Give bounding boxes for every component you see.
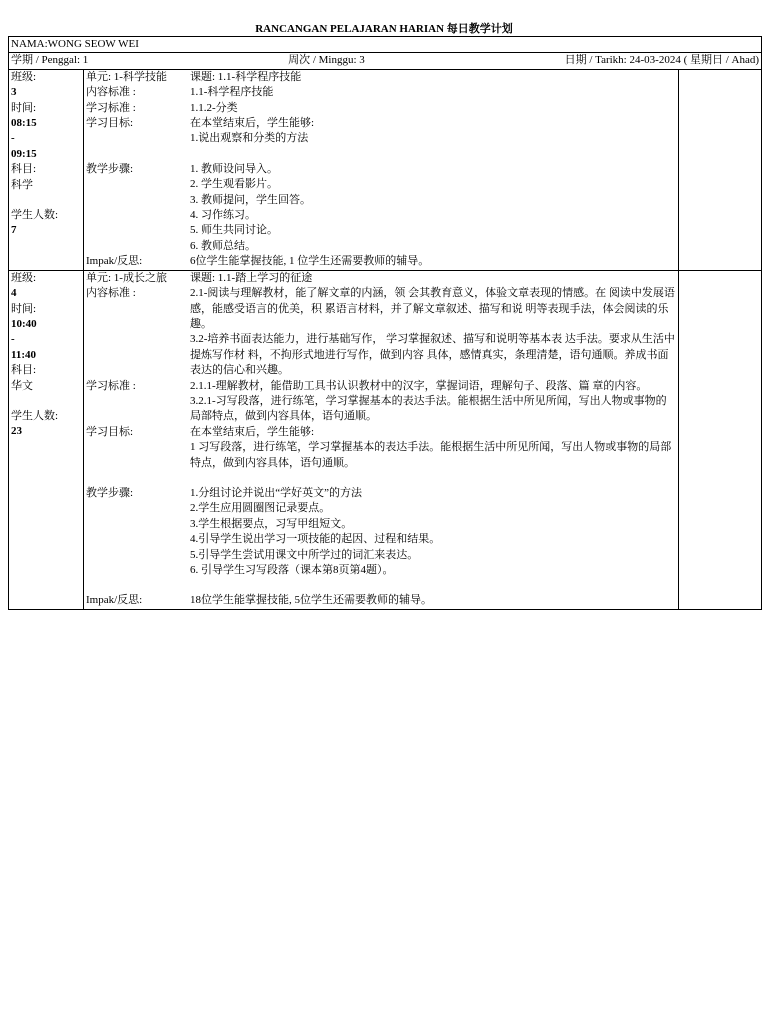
term-meta [11, 53, 759, 68]
subject-value: 华文 [11, 379, 33, 392]
time-start: 08:15 [11, 117, 37, 130]
students-label: 学生人数: [11, 209, 59, 222]
step-item: 6. 引导学生习写段落（课本第8页第4题）。 [190, 564, 394, 576]
step-item: 4.引导学生说出学习一项技能的起因、过程和结果。 [190, 533, 441, 546]
subject-label: 科目: [11, 163, 37, 176]
date: 日期 / Tarikh: 24-03-2024 ( 星期日 / Ahad) [564, 54, 760, 67]
objective-line: 1.说出观察和分类的方法 [190, 132, 309, 145]
impact-label: Impak/反思: [86, 255, 143, 268]
learning-text: 1.1.2-分类 [190, 101, 238, 114]
lesson-row [9, 270, 762, 609]
learning-label: 学习标准 : [86, 101, 136, 114]
remarks-cell [679, 270, 762, 609]
content-label: 内容标准 : [86, 86, 136, 99]
topic: 课题: 1.1-科学程序技能 [190, 70, 302, 83]
subject-label: 科目: [11, 364, 37, 377]
learning-label: 学习标准 : [86, 379, 136, 392]
class-label: 班级: [11, 70, 37, 83]
step-item: 4. 习作练习。 [190, 209, 256, 222]
step-item: 2. 学生观看影片。 [190, 178, 278, 191]
step-item: 5.引导学生尝试用课文中所学过的词汇来表达。 [190, 548, 419, 561]
week: 周次 / Minggu: 3 [288, 54, 365, 67]
students-label: 学生人数: [11, 409, 59, 422]
term-row [9, 53, 762, 69]
topic: 课题: 1.1-踏上学习的征途 [190, 271, 313, 284]
learning-paragraph: 3.2.1-习写段落，进行练笔，学习掌握基本的表达手法。能根据生活中所见所闻，写出人物或事物的局部特点，做到内容具体，语句通顺。 [190, 394, 667, 423]
unit: 单元: 1-成长之旅 [86, 271, 167, 284]
teacher-name-row [9, 37, 762, 53]
class-value: 4 [11, 287, 17, 300]
class-label: 班级: [11, 271, 37, 284]
step-item: 3.学生根据要点，习写甲组短文。 [190, 517, 353, 530]
lesson-plan-table [8, 36, 762, 610]
step-item: 1. 教师设问导入。 [190, 162, 278, 175]
objective-label: 学习目标: [86, 425, 134, 438]
lesson-detail [84, 270, 679, 609]
time-dash: - [11, 333, 15, 346]
step-item: 5. 师生共同讨论。 [190, 224, 278, 237]
step-item: 3. 教师提问，学生回答。 [190, 193, 311, 206]
step-item: 6. 教师总结。 [190, 239, 256, 252]
steps-label: 教学步骤: [86, 162, 134, 175]
step-item: 2.学生应用圆圈图记录要点。 [190, 502, 331, 515]
learning-paragraph: 2.1.1-理解教材，能借助工具书认识教材中的汉字，掌握词语，理解句子、段落、篇 章的内容。 [190, 379, 648, 392]
subject-value: 科学 [11, 178, 33, 191]
document-title: RANCANGAN PELAJARAN HARIAN 每日教学计划 [255, 23, 513, 35]
class-value: 3 [11, 86, 17, 99]
impact-label: Impak/反思: [86, 594, 143, 607]
objective-line: 1 习写段落，进行练笔，学习掌握基本的表达手法。能根据生活中所见所闻，写出人物或事物的局部特点，做到内容具体，语句通顺。 [190, 441, 672, 469]
time-start: 10:40 [11, 317, 37, 330]
impact-text: 6位学生能掌握技能, 1 位学生还需要教师的辅导。 [190, 255, 430, 268]
students-value: 7 [11, 224, 17, 237]
teacher-name: NAMA:WONG SEOW WEI [9, 37, 762, 53]
content-label: 内容标准 : [86, 287, 136, 300]
objective-line: 在本堂结束后，学生能够: [190, 425, 315, 438]
lesson-row [9, 69, 762, 270]
lesson-detail [84, 69, 679, 270]
time-dash: - [11, 132, 15, 145]
time-label: 时间: [11, 302, 37, 315]
remarks-cell [679, 69, 762, 270]
lesson-info [9, 69, 84, 270]
steps-label: 教学步骤: [86, 486, 134, 499]
content-paragraph: 3.2-培养书面表达能力，进行基础写作， 学习掌握叙述、描写和说明等基本表 达手法。要求从生活中提炼写作材 料，不拘形式地进行写作，做到内容 具体，感情真实，条理清楚，语句通顺。养成书面表达的信心和兴趣。 [190, 333, 675, 377]
time-end: 09:15 [11, 147, 37, 160]
content-text: 1.1-科学程序技能 [190, 86, 274, 99]
students-value: 23 [11, 425, 22, 438]
objective-label: 学习目标: [86, 117, 134, 130]
impact-text: 18位学生能掌握技能, 5位学生还需要教师的辅导。 [190, 594, 432, 607]
time-label: 时间: [11, 101, 37, 114]
time-end: 11:40 [11, 348, 37, 361]
unit: 单元: 1-科学技能 [86, 70, 167, 83]
content-paragraph: 2.1-阅读与理解教材，能了解文章的内涵，领 会其教育意义，体验文章表现的情感。在 阅读中发展语感，能感受语言的优美，积 累语言材料，并了解文章叙述、描写和说 明等表现手法，体会阅读的乐趣。 [190, 287, 675, 330]
step-item: 1.分组讨论并说出“学好英文”的方法 [190, 486, 363, 499]
lesson-info [9, 270, 84, 609]
objective-line: 在本堂结束后，学生能够: [190, 117, 315, 130]
term: 学期 / Penggal: 1 [11, 54, 89, 67]
